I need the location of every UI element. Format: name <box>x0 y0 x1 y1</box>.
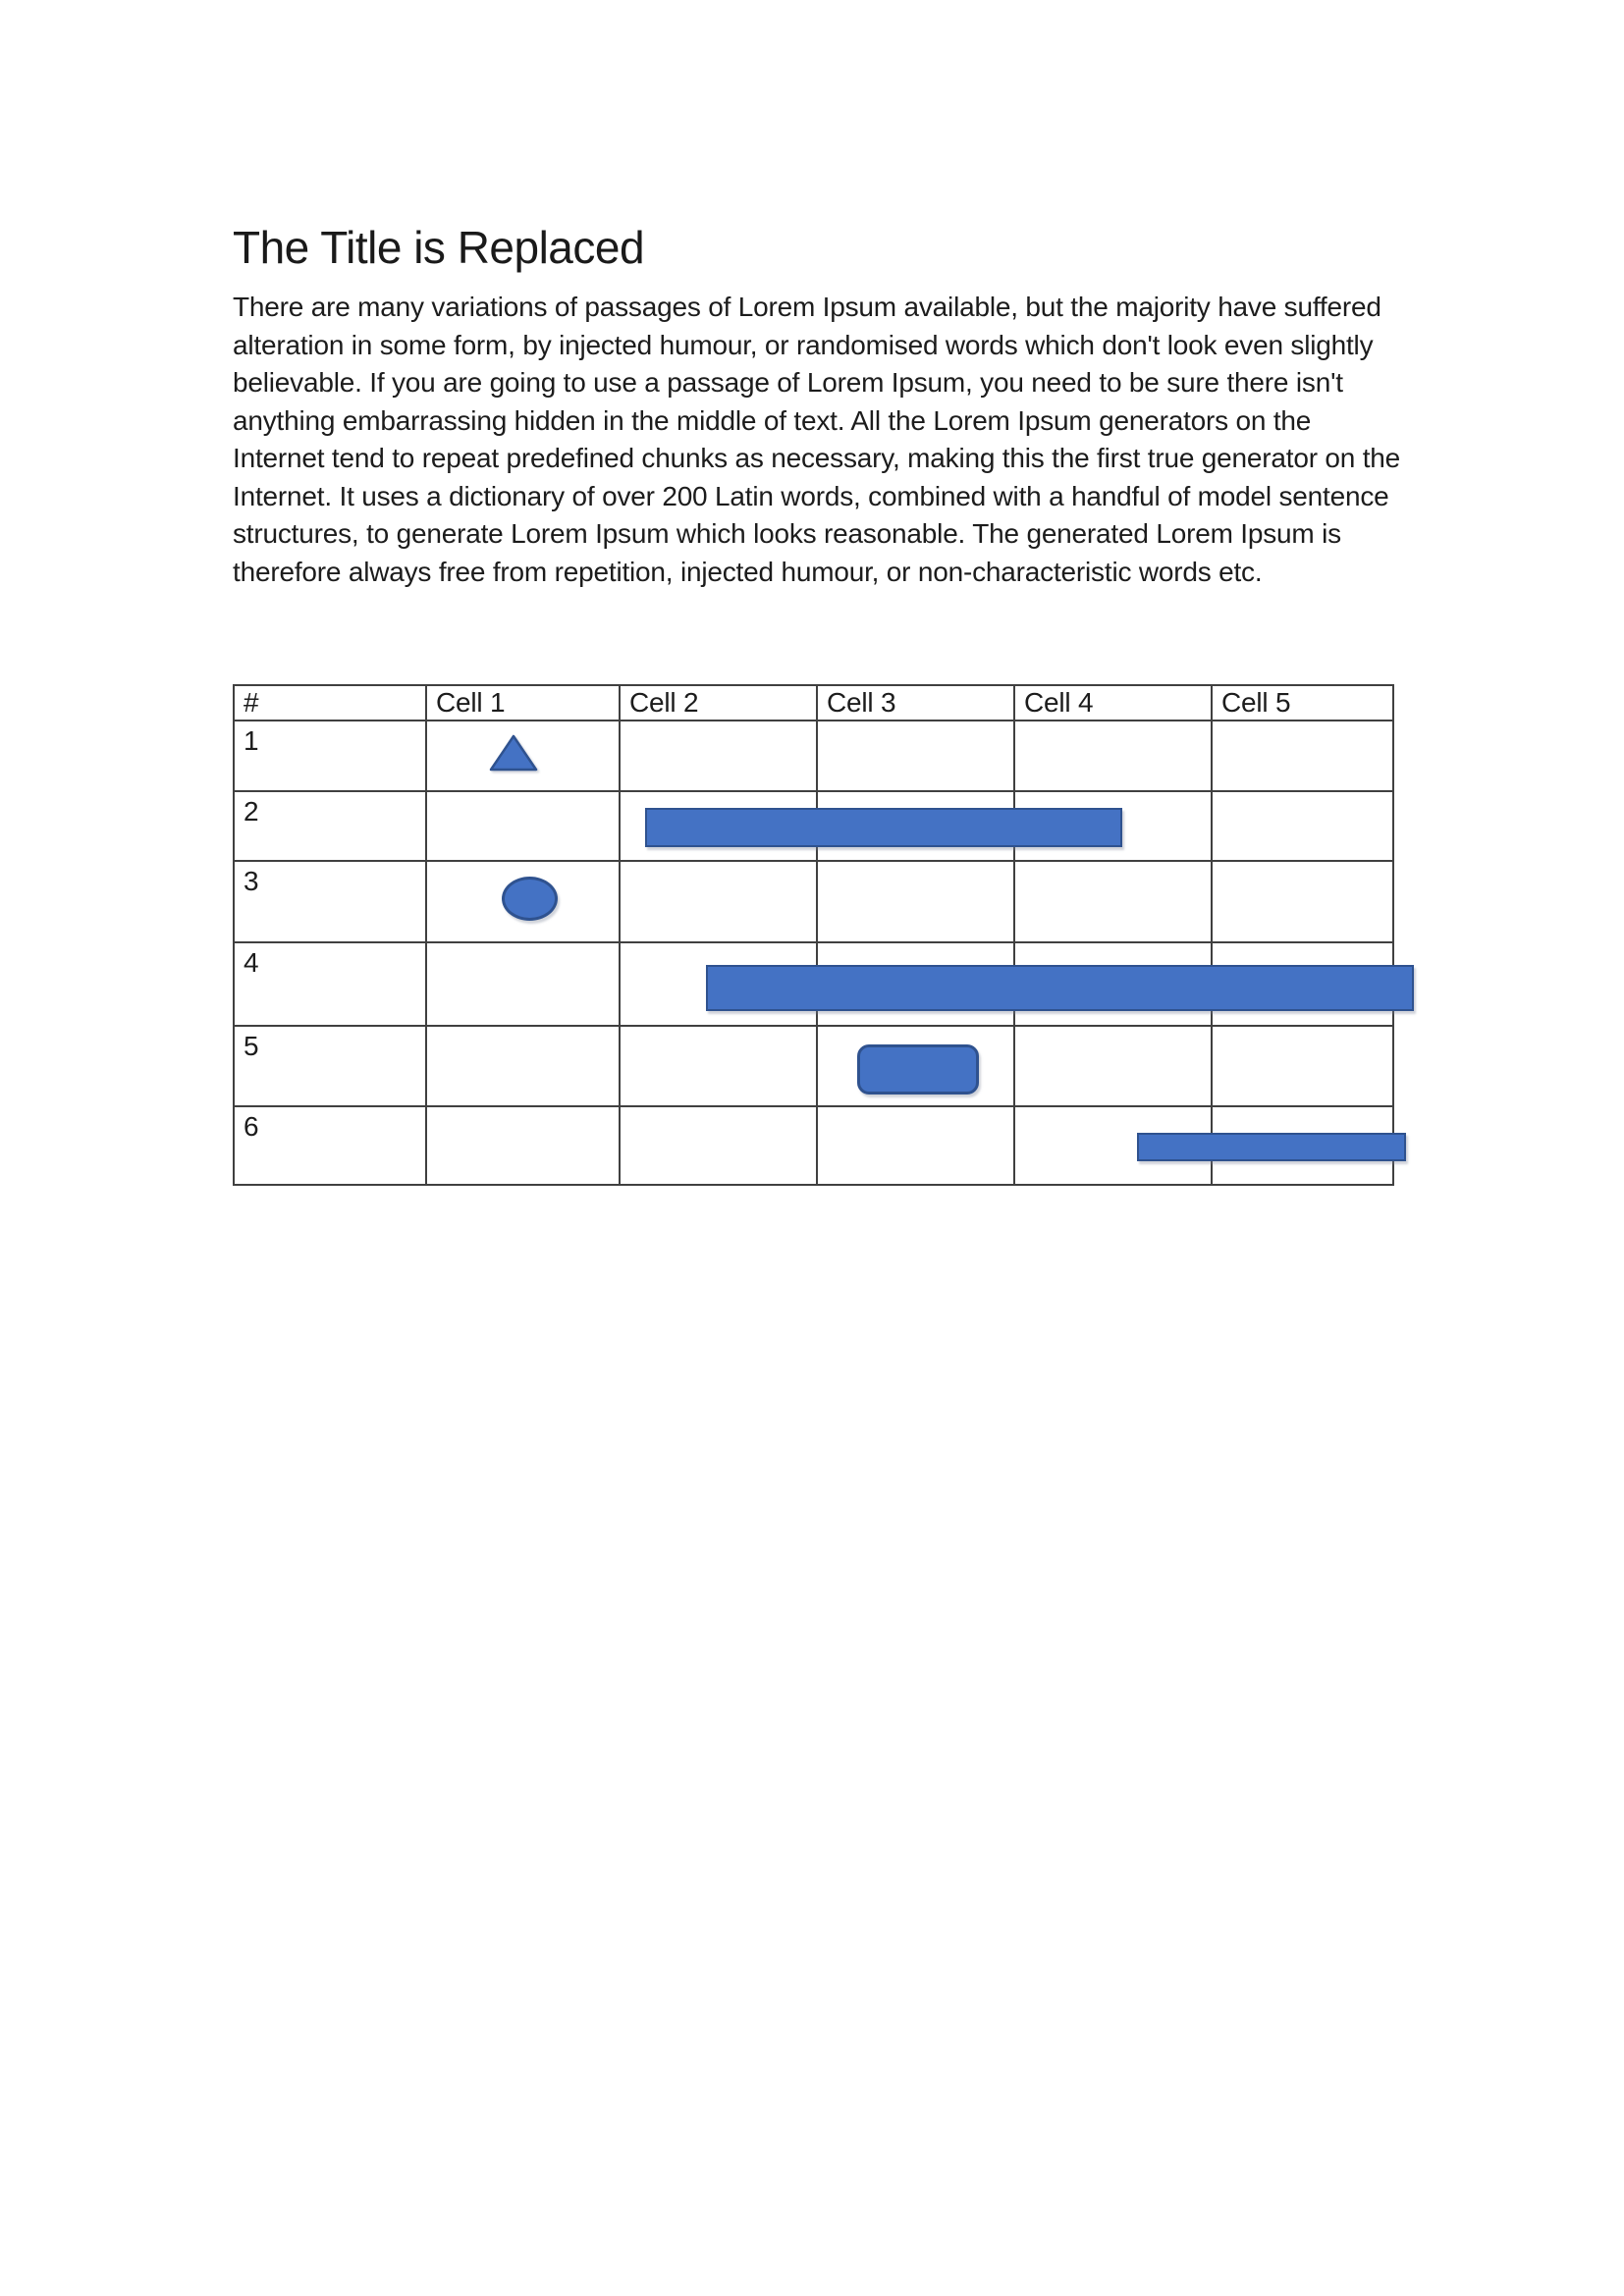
document-content <box>233 220 1401 1142</box>
table-cell <box>620 721 817 791</box>
header-cell-4: Cell 4 <box>1014 685 1212 721</box>
table-cell <box>1212 861 1393 942</box>
header-cell-5: Cell 5 <box>1212 685 1393 721</box>
table-cell <box>620 861 817 942</box>
row-number: 5 <box>234 1026 426 1106</box>
table-cell <box>426 1106 620 1185</box>
header-cell-2: Cell 2 <box>620 685 817 721</box>
table-cell <box>1014 1026 1212 1106</box>
bar-shape-row-4[interactable] <box>706 965 1414 1011</box>
row-number: 6 <box>234 1106 426 1185</box>
table-container <box>233 684 1392 1186</box>
table-cell <box>1212 1026 1393 1106</box>
table-cell <box>1014 861 1212 942</box>
table-header-row <box>234 685 1393 721</box>
table-row <box>234 1026 1393 1106</box>
header-cell-1: Cell 1 <box>426 685 620 721</box>
table-cell <box>426 942 620 1026</box>
table-cell <box>426 1026 620 1106</box>
table-cell <box>817 1106 1014 1185</box>
bar-shape-row-6[interactable] <box>1137 1133 1406 1161</box>
table-row <box>234 721 1393 791</box>
data-table <box>233 684 1394 1186</box>
table-cell <box>620 1106 817 1185</box>
body-paragraph: There are many variations of passages of Lorem Ipsum available, but the majority have suffered alteration in some form, by injected humour, or randomised words which don't look even slightly believable. If you are going to use a passage of Lorem Ipsum, you need to be sure there isn't anything embarrassing hidden in the middle of text. All the Lorem Ipsum generators on the Internet tend to repeat predefined chunks as necessary, making this the first true generator on the Internet. It uses a dictionary of over 200 Latin words, combined with a handful of model sentence structures, to generate Lorem Ipsum which looks reasonable. The generated Lorem Ipsum is therefore always free from repetition, injected humour, or non-characteristic words etc. <box>233 292 1401 587</box>
bar-shape-row-2[interactable] <box>645 808 1122 847</box>
table-cell <box>1014 721 1212 791</box>
header-cell-number: # <box>234 685 426 721</box>
table-cell <box>817 721 1014 791</box>
table-cell <box>1212 791 1393 861</box>
row-number: 2 <box>234 791 426 861</box>
header-cell-3: Cell 3 <box>817 685 1014 721</box>
page-title: The Title is Replaced <box>233 222 645 273</box>
triangle-shape[interactable] <box>489 734 538 772</box>
row-number: 1 <box>234 721 426 791</box>
table-cell <box>426 791 620 861</box>
rounded-rectangle-shape[interactable] <box>857 1044 979 1095</box>
table-row <box>234 861 1393 942</box>
row-number: 4 <box>234 942 426 1026</box>
table-cell <box>817 861 1014 942</box>
table-cell <box>1212 721 1393 791</box>
ellipse-shape[interactable] <box>502 877 558 921</box>
row-number: 3 <box>234 861 426 942</box>
table-cell <box>620 1026 817 1106</box>
